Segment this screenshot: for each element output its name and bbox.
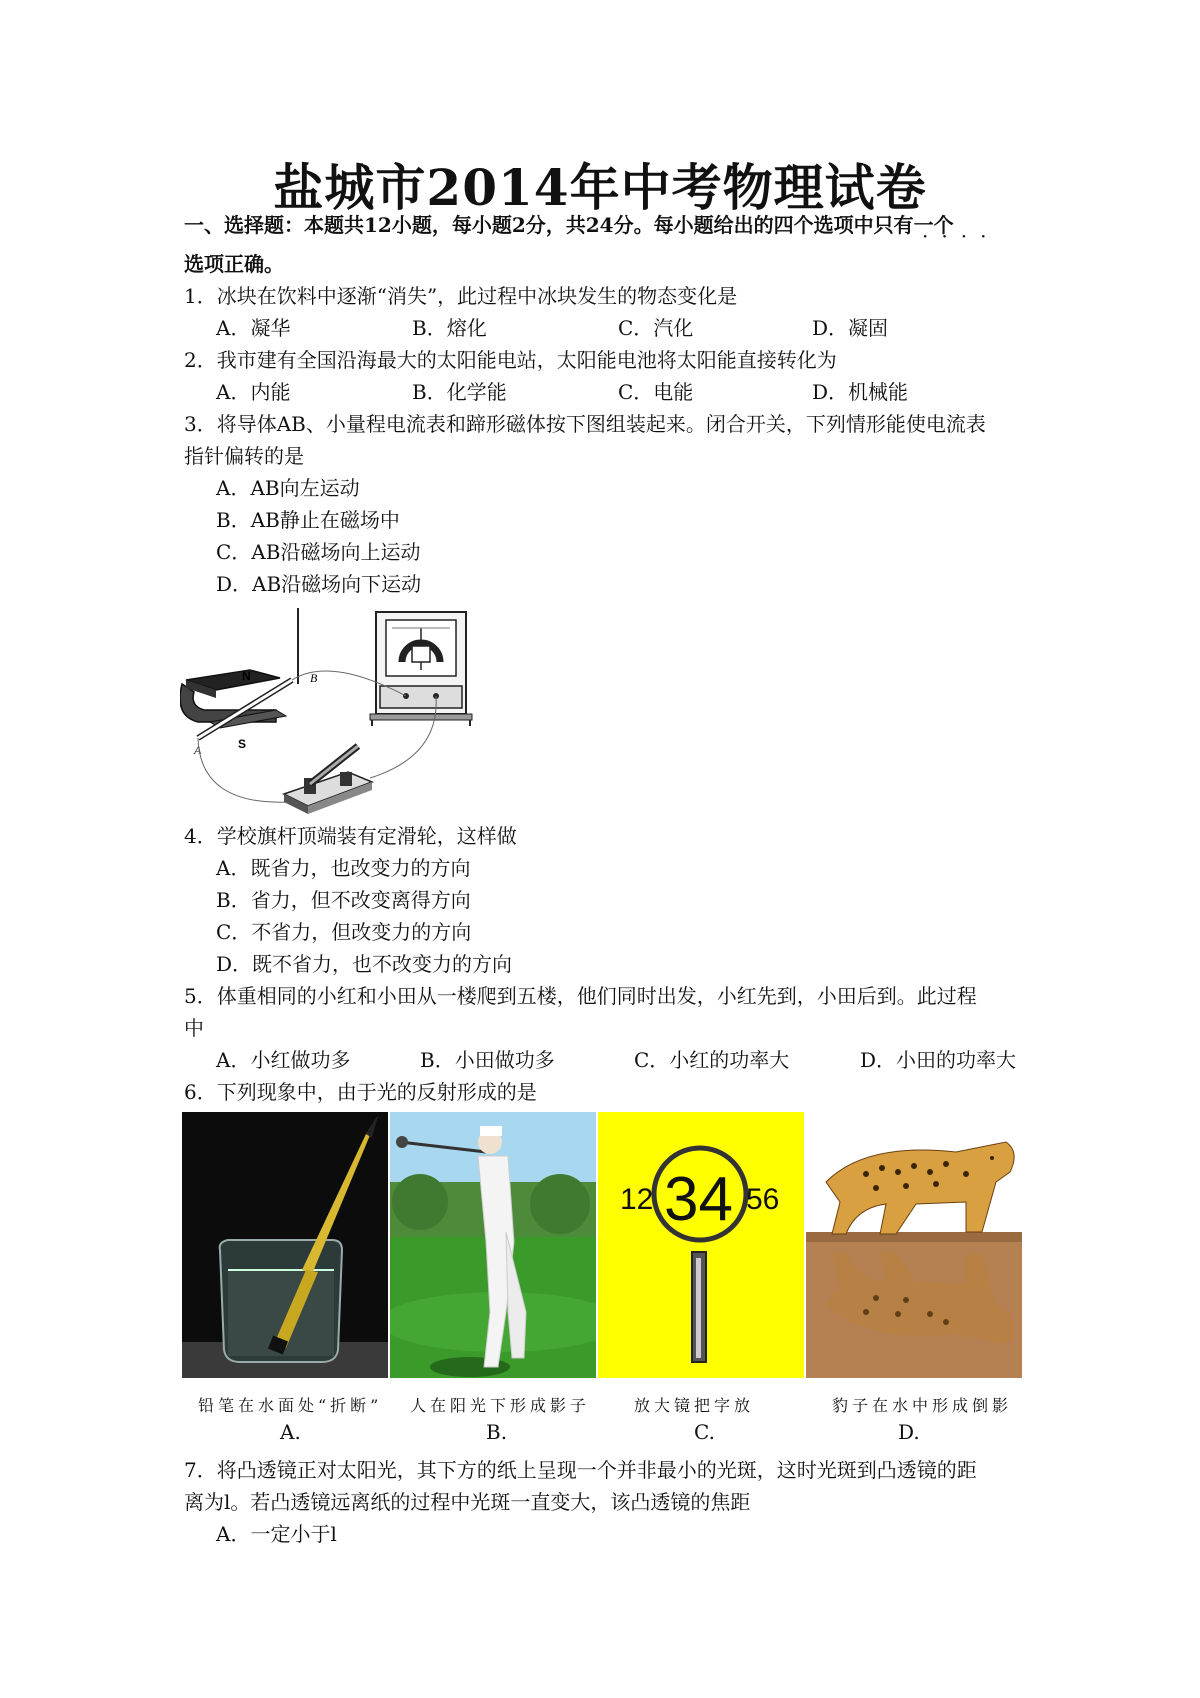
q3-option-d: D．AB沿磁场向下运动 — [216, 572, 422, 596]
emphasis-dots: ···· — [922, 224, 1000, 248]
photo-label-d: D. — [898, 1420, 920, 1444]
photo-golfer-shadow — [390, 1112, 596, 1378]
q5-option-d: D．小田的功率大 — [860, 1048, 1017, 1072]
magnifier-text-right: 56 — [746, 1183, 780, 1216]
caption-d: 豹子在水中形成倒影 — [832, 1396, 1013, 1415]
section-heading-line2: 选项正确。 — [184, 252, 284, 276]
question-4-stem: 4．学校旗杆顶端装有定滑轮，这样做 — [184, 824, 517, 848]
knife-switch-icon — [284, 746, 372, 814]
label-b: B — [310, 671, 318, 685]
q3-option-c: C．AB沿磁场向上运动 — [216, 540, 421, 564]
photo-magnifier — [598, 1112, 804, 1378]
question-1-stem: 1．冰块在饮料中逐渐“消失”，此过程中冰块发生的物态变化是 — [184, 284, 738, 308]
photo-label-c: C. — [694, 1420, 715, 1444]
q3-option-b: B．AB静止在磁场中 — [216, 508, 400, 532]
page-title: 盐城市2014年中考物理试卷 — [273, 158, 927, 217]
question-5-stem-line1: 5．体重相同的小红和小田从一楼爬到五楼，他们同时出发，小红先到，小田后到。此过程 — [184, 984, 977, 1008]
photo-label-b: B. — [486, 1420, 508, 1444]
q5-option-b: B．小田做功多 — [420, 1048, 555, 1072]
electromagnetic-induction-figure — [180, 606, 480, 816]
magnifier-text-left: 12 — [620, 1183, 654, 1216]
question-2-stem: 2．我市建有全国沿海最大的太阳能电站，太阳能电池将太阳能直接转化为 — [184, 348, 837, 372]
magnifier-text-middle: 34 — [664, 1165, 733, 1234]
q2-option-b: B．化学能 — [412, 380, 507, 404]
label-s: S — [238, 737, 247, 751]
q2-option-c: C．电能 — [618, 380, 694, 404]
q5-option-c: C．小红的功率大 — [634, 1048, 790, 1072]
q1-option-c: C．汽化 — [618, 316, 694, 340]
galvanometer-icon — [370, 612, 472, 726]
q1-option-a: A．凝华 — [216, 316, 291, 340]
question-7-stem-line1: 7．将凸透镜正对太阳光，其下方的纸上呈现一个并非最小的光斑，这时光斑到凸透镜的距 — [184, 1458, 977, 1482]
question-3-stem-line2: 指针偏转的是 — [184, 444, 304, 468]
question-5-stem-line2: 中 — [184, 1016, 204, 1040]
q1-option-b: B．熔化 — [412, 316, 487, 340]
photo-label-a: A. — [280, 1420, 301, 1444]
q7-option-a: A．一定小于l — [216, 1522, 337, 1546]
question-6-stem: 6．下列现象中，由于光的反射形成的是 — [184, 1080, 537, 1104]
label-a: A — [194, 743, 202, 757]
section-heading-line1: 一、选择题：本题共12小题，每小题2分，共24分。每小题给出的四个选项中只有一个 — [184, 213, 954, 237]
caption-c: 放大镜把字放 — [634, 1396, 755, 1415]
question-7-stem-line2: 离为l。若凸透镜远离纸的过程中光斑一直变大，该凸透镜的焦距 — [184, 1490, 751, 1514]
q5-option-a: A．小红做功多 — [216, 1048, 351, 1072]
q4-option-b: B．省力，但不改变离得方向 — [216, 888, 471, 912]
caption-b: 人在阳光下形成影子 — [410, 1396, 591, 1415]
q3-option-a: A．AB向左运动 — [216, 476, 360, 500]
photo-leopard-reflection — [806, 1112, 1022, 1378]
q1-option-d: D．凝固 — [812, 316, 889, 340]
q4-option-c: C．不省力，但改变力的方向 — [216, 920, 472, 944]
label-n: N — [242, 669, 251, 683]
question-3-stem-line1: 3．将导体AB、小量程电流表和蹄形磁体按下图组装起来。闭合开关，下列情形能使电流表 — [184, 412, 986, 436]
q4-option-d: D．既不省力，也不改变力的方向 — [216, 952, 513, 976]
photo-pencil-in-water — [182, 1112, 388, 1378]
caption-a: 铅笔在水面处“折断” — [198, 1396, 383, 1415]
q2-option-a: A．内能 — [216, 380, 291, 404]
q2-option-d: D．机械能 — [812, 380, 909, 404]
q4-option-a: A．既省力，也改变力的方向 — [216, 856, 471, 880]
